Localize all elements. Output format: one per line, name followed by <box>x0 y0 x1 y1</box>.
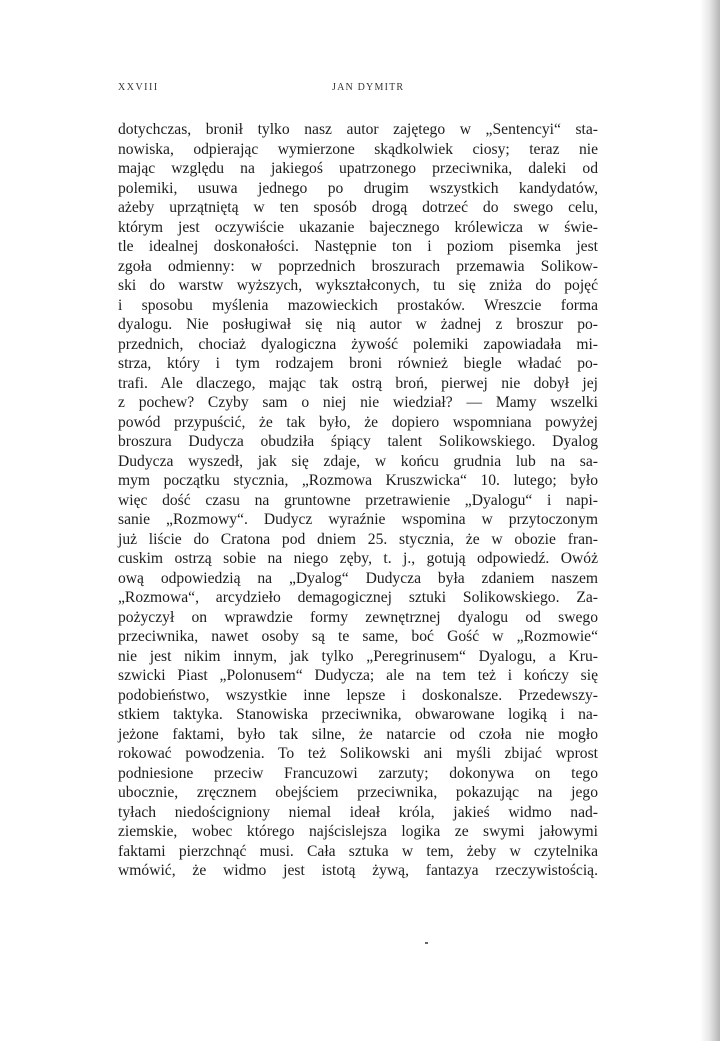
text-line: Dudycza wyszedł, jak się zdaje, w końcu grudnia lub na sa- <box>118 452 598 470</box>
text-line: strza, który i tym rodzajem broni również biegle władać po- <box>118 355 598 372</box>
text-line: tle idealnej doskonałości. Następnie ton i poziom pisemka jest <box>118 238 598 255</box>
text-line: szwicki Piast „Polonusem“ Dudycza; ale na tem też i kończy się <box>118 667 598 684</box>
scan-speck <box>425 942 428 944</box>
text-line: stkiem taktyka. Stanowiska przeciwnika, obwarowane logiką i na- <box>118 706 598 723</box>
text-line: którym jest oczywiście ukazanie bajecznego królewicza w świe- <box>118 218 598 236</box>
text-line: faktami pierzchnąć musi. Cała sztuka w tem, żeby w czytelnika <box>118 842 598 860</box>
page-number: XXVIII <box>118 82 159 93</box>
text-line: trafi. Ale dlaczego, mając tak ostrą broń, pierwej nie dobył jej <box>118 374 598 392</box>
text-line: podniesione przeciw Francuzowi zarzuty; dokonywa on tego <box>118 764 598 782</box>
text-line: broszura Dudycza obudziła śpiący talent Solikowskiego. Dyalog <box>118 433 598 450</box>
text-line: podobieństwo, wszystkie inne lepsze i doskonalsze. Przedewszy- <box>118 686 598 704</box>
text-line: tyłach niedościgniony niemal ideał króla, jakieś widmo nad- <box>118 803 598 821</box>
text-line: i sposobu myślenia mazowieckich prostaków. Wreszcie forma <box>118 296 598 314</box>
text-line: mym początku stycznia, „Rozmowa Kruszwicka“ 10. lutego; było <box>118 472 598 489</box>
text-line: nie jest nikim innym, jak tylko „Peregrinusem“ Dyalogu, a Kru- <box>118 647 598 665</box>
text-line: ski do warstw wyższych, wykształconych, tu się zniża do pojęć <box>118 277 598 294</box>
text-line: rokować powodzenia. To też Solikowski ani myśli zbijać wprost <box>118 745 598 762</box>
text-line: sanie „Rozmowy“. Dudycz wyraźnie wspomina w przytoczonym <box>118 511 598 528</box>
text-line: już liście do Cratona pod dniem 25. stycznia, że w obozie fran- <box>118 530 598 548</box>
text-line: przednich, chociaż dyalogiczna żywość polemiki zapowiadała mi- <box>118 335 598 353</box>
text-line: cuskim ostrzą sobie na niego zęby, t. j., gotują odpowiedź. Owóż <box>118 550 598 567</box>
text-line: nowiska, odpierając wymierzone skądkolwiek ciosy; teraz nie <box>118 140 598 158</box>
scan-page-edge-shadow <box>700 0 720 1041</box>
text-line: wmówić, że widmo jest istotą żywą, fantazya rzeczywistością. <box>118 862 598 879</box>
text-line: przeciwnika, nawet osoby są te same, boć Gość w „Rozmowie“ <box>118 628 598 645</box>
text-line: zgoła odmienny: w poprzednich broszurach przemawia Solikow- <box>118 257 598 275</box>
text-line: dotychczas, bronił tylko nasz autor zajętego w „Sentencyi“ sta- <box>118 121 598 138</box>
running-header <box>118 82 608 98</box>
text-line: ziemskie, wobec którego najścislejsza logika ze swymi jałowymi <box>118 823 598 840</box>
text-line: ubocznie, zręcznem obejściem przeciwnika, pokazując na jego <box>118 784 598 801</box>
text-line: jeżone faktami, było tak silne, że natarcie od czoła nie mogło <box>118 725 598 743</box>
text-line: mając względu na jakiegoś upatrzonego przeciwnika, daleki od <box>118 160 598 177</box>
text-line: ażeby uprzątniętą w ten sposób drogą dotrzeć do swego celu, <box>118 199 598 216</box>
text-line: powód przypuścić, że tak było, że dopiero wspomniana powyżej <box>118 413 598 431</box>
text-line: ową odpowiedzią na „Dyalog“ Dudycza była zdaniem naszem <box>118 569 598 587</box>
text-line: dyalogu. Nie posługiwał się nią autor w żadnej z broszur po- <box>118 316 598 333</box>
text-line: pożyczył on wprawdzie formy zewnętrznej dyalogu od swego <box>118 608 598 626</box>
text-line: więc dość czasu na gruntowne przetrawienie „Dyalogu“ i napi- <box>118 491 598 509</box>
running-title: JAN DYMITR <box>332 82 405 93</box>
text-line: polemiki, usuwa jednego po drugim wszystkich kandydatów, <box>118 179 598 197</box>
text-line: „Rozmowa“, arcydzieło demagogicznej sztuki Solikowskiego. Za- <box>118 589 598 606</box>
body-text <box>118 120 598 881</box>
text-line: z pochew? Czyby sam o niej nie wiedział? — Mamy wszelki <box>118 394 598 411</box>
